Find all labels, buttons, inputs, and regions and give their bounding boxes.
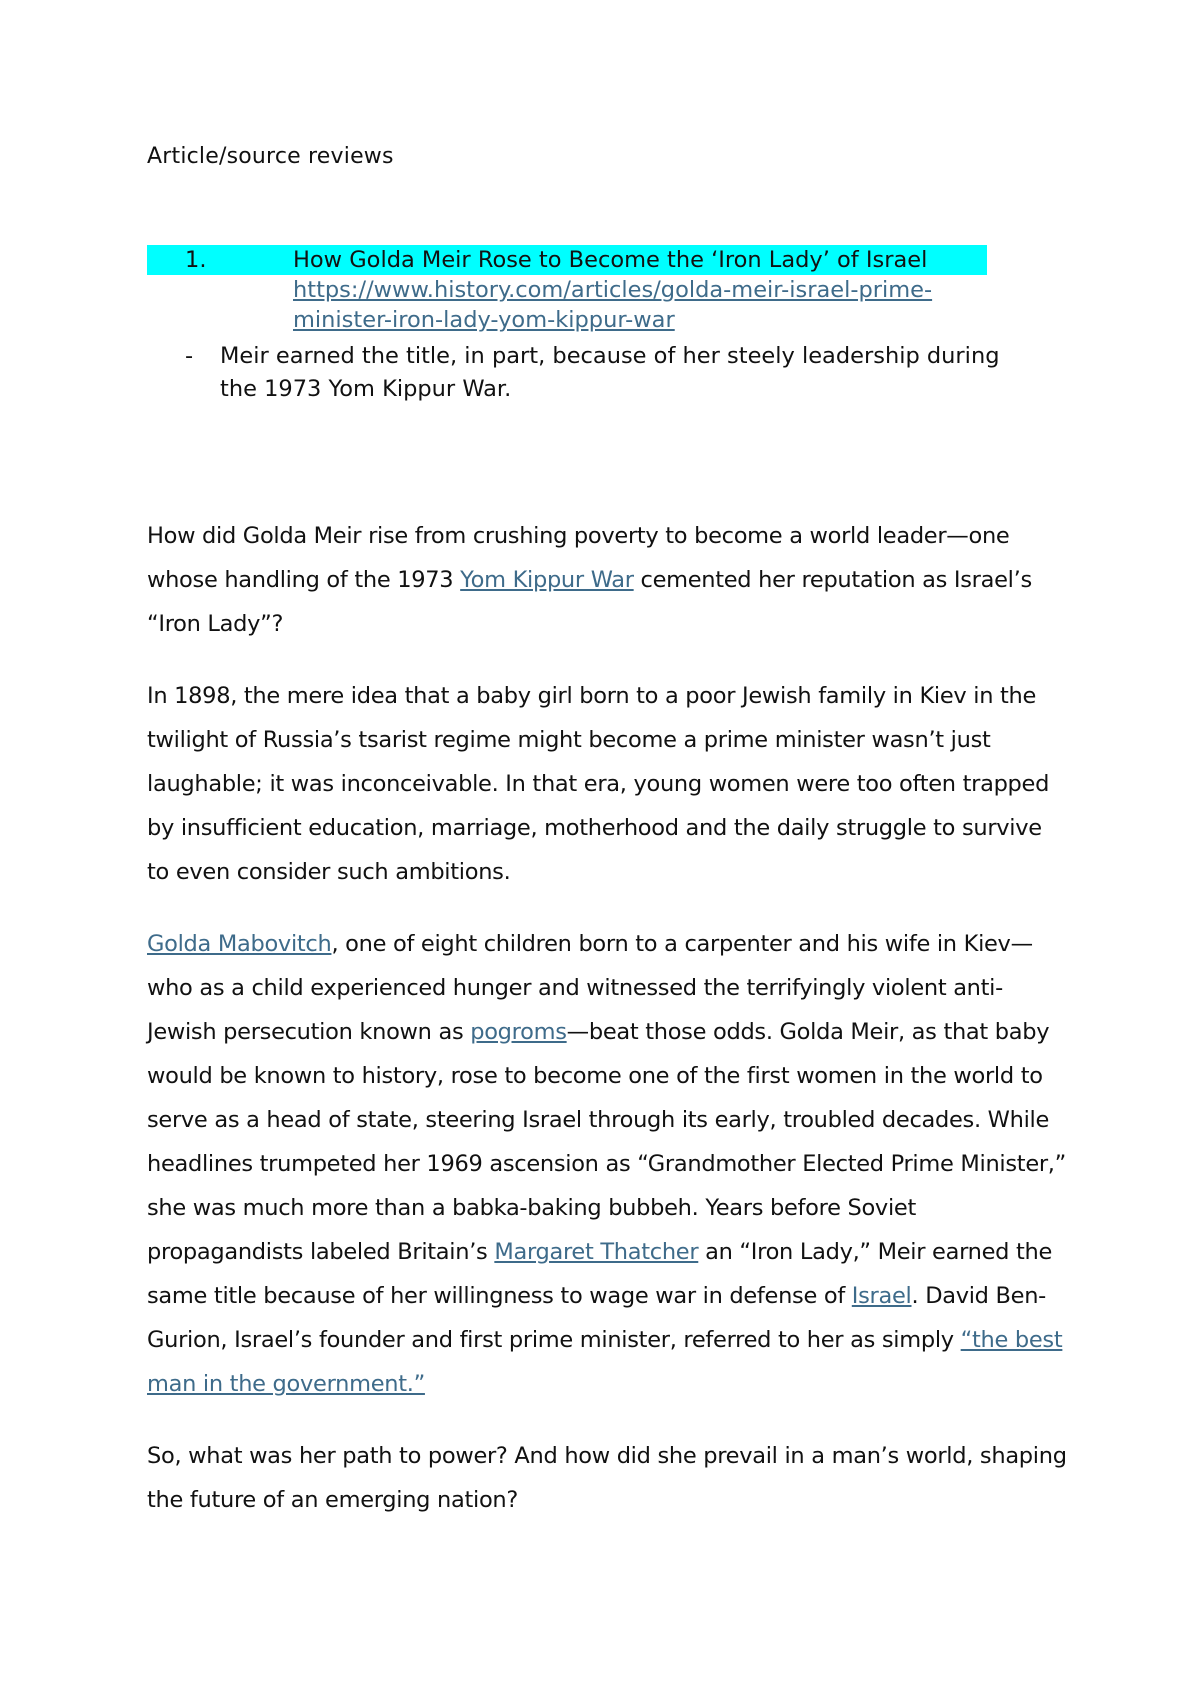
link-pogroms[interactable]: pogroms — [470, 1019, 567, 1045]
link-israel[interactable]: Israel — [851, 1283, 912, 1309]
highlighted-source-title-row — [147, 245, 987, 275]
link-yom-kippur-war[interactable]: Yom Kippur War — [460, 567, 634, 593]
bullet-marker: - — [185, 343, 194, 369]
article-excerpt — [147, 514, 1067, 1550]
article-paragraph-1: How did Golda Meir rise from crushing poverty to become a world leader—one whose handling of the 1973 Yom Kippur War cemented her reputation as Israel’s “Iron Lady”? — [147, 523, 1032, 637]
article-paragraph-2: In 1898, the mere idea that a baby girl born to a poor Jewish family in Kiev in the twilight of Russia’s tsarist regime might become a prime minister wasn’t just laughable; it was inconceivable. In that era, young women were too often trapped by insufficient education, marriage, motherhood and the daily struggle to survive to even consider such ambitions. — [147, 683, 1050, 885]
source-url-link[interactable]: https://www.history.com/articles/golda-meir-israel-prime- minister-iron-lady-yom-kippur-war — [293, 277, 933, 333]
link-golda-mabovitch[interactable]: Golda Mabovitch — [147, 931, 332, 957]
article-paragraph-3: Golda Mabovitch, one of eight children born to a carpenter and his wife in Kiev—who as a child experienced hunger and witnessed the terrifyingly violent anti-Jewish persecution known as pogroms—beat those odds. Golda Meir, as that baby would be known to history, rose to become one of the first women in the world to serve as a head of state, steering Israel through its early, troubled decades. While headlines trumpeted her 1969 ascension as “Grandmother Elected Prime Minister,” she was much more than a babka-baking bubbeh. Years before Soviet propagandists labeled Britain’s Margaret Thatcher an “Iron Lady,” Meir earned the same title because of her willingness to wage war in defense of Israel. David Ben-Gurion, Israel’s founder and first prime minister, referred to her as simply “the best man in the government.” — [147, 931, 1067, 1397]
document-heading: Article/source reviews — [147, 144, 394, 169]
link-margaret-thatcher[interactable]: Margaret Thatcher — [494, 1239, 699, 1265]
link-best-man-quote[interactable]: “the best man in the government.” — [147, 1327, 1063, 1397]
article-paragraph-4: So, what was her path to power? And how did she prevail in a man’s world, shaping the future of an emerging nation? — [147, 1443, 1067, 1513]
list-number: 1. — [185, 247, 207, 273]
source-list-item — [147, 245, 987, 335]
source-title: How Golda Meir Rose to Become the ‘Iron Lady’ of Israel — [293, 247, 928, 273]
bullet-text: Meir earned the title, in part, because of her steely leadership during the 1973 Yom Kippur War. — [220, 343, 1000, 402]
review-bullet — [147, 340, 1007, 406]
